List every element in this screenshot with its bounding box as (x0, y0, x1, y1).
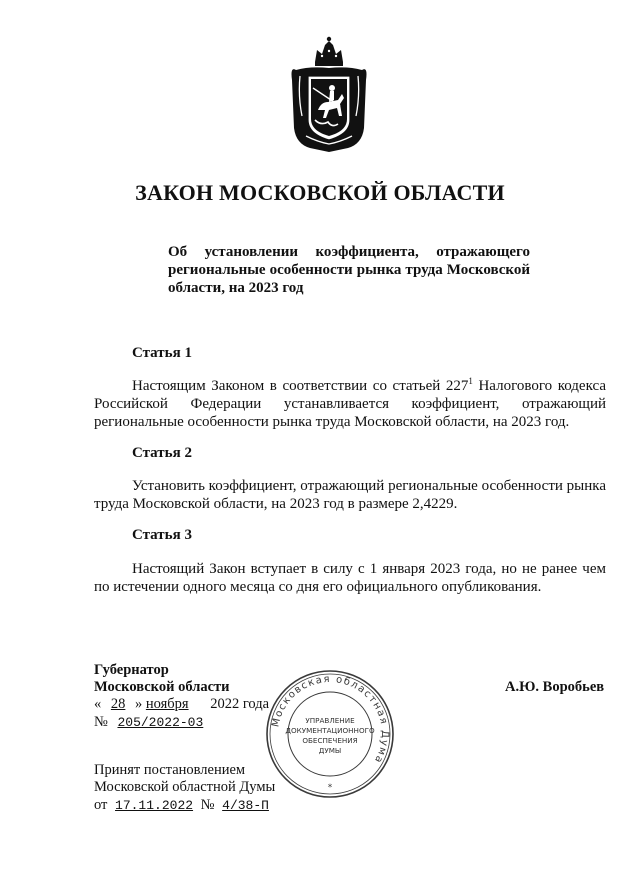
stamp-seal-icon (264, 668, 396, 800)
law-number: 205/2022-03 (117, 715, 204, 730)
law-number-line (94, 714, 231, 731)
article-3-heading: Статья 3 (132, 527, 192, 543)
date-month: ноября (145, 696, 189, 712)
law-subject: Об установлении коэффициента, отражающего региональные особенности рынка труда Московской области, на 2023 год (168, 244, 530, 296)
date-year: 2022 года (210, 696, 270, 712)
article-3-text: Настоящий Закон вступает в силу с 1 января 2023 года, но не ранее чем по истечении одного месяца со дня его официального опубликования. (94, 561, 606, 595)
article-1-text-part1: Настоящим Законом в соответствии со статьей 227 (132, 378, 469, 394)
signatory-role-line2: Московской области (94, 679, 230, 695)
stamp-center-line-3: ОБЕСПЕЧЕНИЯ (302, 736, 358, 745)
adoption-number-label: № (200, 797, 215, 813)
law-title: ЗАКОН МОСКОВСКОЙ ОБЛАСТИ (135, 180, 505, 205)
signature-date (94, 696, 269, 713)
date-day: 28 (110, 696, 126, 712)
adoption-line1: Принят постановлением (94, 762, 246, 778)
svg-text:*: * (327, 783, 333, 793)
stamp-center-line-2: ДОКУМЕНТАЦИОННОГО (285, 726, 375, 735)
article-1-heading: Статья 1 (132, 345, 192, 361)
adoption-ref-line (94, 797, 279, 814)
signatory-role-line1: Губернатор (94, 662, 169, 678)
signatory-name: А.Ю. Воробьев (505, 679, 605, 695)
article-2-text: Установить коэффициент, отражающий региональные особенности рынка труда Московской области, на 2023 год в размере 2,4229. (94, 478, 606, 512)
article-2-heading: Статья 2 (132, 445, 192, 461)
article-1-text (94, 377, 606, 431)
coat-of-arms-emblem (288, 36, 370, 154)
article-1-superscript: 1 (468, 376, 473, 386)
adoption-number: 4/38-П (222, 798, 269, 813)
date-open-quote: « (94, 696, 102, 712)
law-number-label: № (94, 714, 108, 730)
duma-stamp (264, 668, 396, 800)
adoption-date: 17.11.2022 (115, 798, 194, 813)
date-close-quote: » (135, 696, 143, 712)
adoption-line2: Московской областной Думы (94, 779, 276, 795)
stamp-center-line-4: ДУМЫ (318, 746, 342, 755)
adoption-from-label: от (94, 797, 108, 813)
stamp-ring-text: Московская областная Дума (270, 673, 391, 766)
stamp-center-line-1: УПРАВЛЕНИЕ (305, 716, 355, 725)
coat-of-arms-icon (288, 36, 370, 154)
article-1-text-part2: Налогового кодекса Российской Федерации устанавливается коэффициент, отражающий региональные особенности рынка труда Московской области, на 2023 год. (94, 378, 606, 430)
